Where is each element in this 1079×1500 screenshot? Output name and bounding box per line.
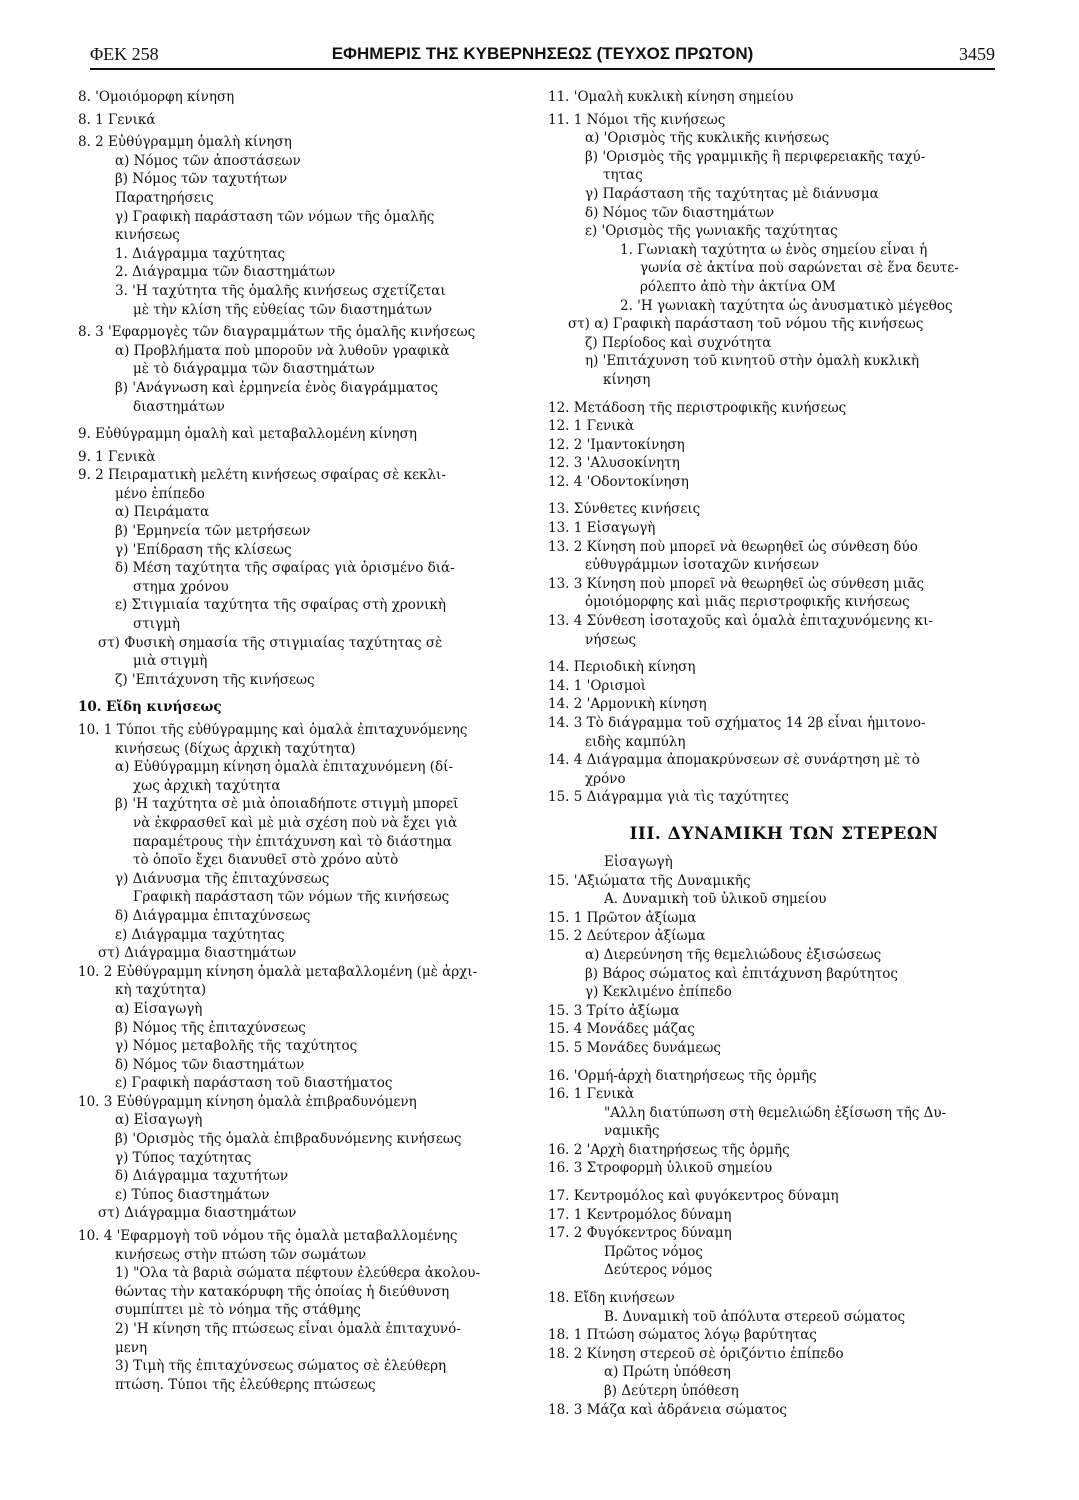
toc-line: 16. 1 Γενικὰ — [548, 1086, 635, 1103]
toc-line: "Αλλη διατύπωση στὴ θεμελιώδη ἐξίσωση τῆς Δυ- — [604, 1104, 947, 1121]
toc-line: 8. 3 'Εφαρμογὲς τῶν διαγραμμάτων τῆς ὁμαλῆς κινήσεως — [78, 324, 476, 341]
toc-line: κινήσεως στὴν πτώση τῶν σωμάτων — [115, 1246, 367, 1263]
toc-line: α) Εἰσαγωγὴ — [115, 1112, 203, 1129]
toc-line: ρόλεπτο ἀπὸ τὴν ἀκτίνα ΟΜ — [640, 278, 836, 295]
toc-line: β) Βάρος σώματος καὶ ἐπιτάχυνση βαρύτητος — [585, 965, 898, 982]
toc-line: δ) Νόμος τῶν διαστημάτων — [115, 1056, 305, 1073]
toc-line: στ) Διάγραμμα διαστημάτων — [98, 945, 297, 962]
toc-line: 3) Τιμὴ τῆς ἐπιταχύνσεως σώματος σὲ ἐλεύθερη — [115, 1358, 447, 1375]
toc-line: θώντας τὴν κατακόρυφη τῆς ὁποίας ἡ διεύθυνση — [115, 1283, 450, 1300]
toc-line: 10. Εἴδη κινήσεως — [78, 699, 222, 716]
toc-line: γ) Τύπος ταχύτητας — [115, 1149, 252, 1166]
toc-line: νήσεως — [585, 631, 637, 648]
right-column — [548, 88, 1000, 1419]
toc-line: 10. 3 Εὐθύγραμμη κίνηση ὁμαλὰ ἐπιβραδυνόμενη — [78, 1093, 417, 1110]
toc-line: κίνηση — [603, 371, 651, 388]
toc-line: 3. 'Η ταχύτητα τῆς ὁμαλῆς κινήσεως σχετίζεται — [115, 282, 446, 299]
toc-line: 12. 4 'Οδοντοκίνηση — [548, 473, 689, 490]
toc-line: 12. Μετάδοση τῆς περιστροφικῆς κινήσεως — [548, 399, 847, 416]
toc-line: 8. 2 Εὐθύγραμμη ὁμαλὴ κίνηση — [78, 134, 292, 151]
toc-line: Εἰσαγωγὴ — [604, 853, 673, 870]
toc-line: μὲ τὸ διάγραμμα τῶν διαστημάτων — [133, 361, 375, 378]
toc-line: β) 'Η ταχύτητα σὲ μιὰ ὁποιαδήποτε στιγμὴ μπορεῖ — [115, 796, 459, 813]
toc-line: α) Νόμος τῶν ἀποστάσεων — [115, 152, 301, 169]
toc-line: 12. 3 'Αλυσοκίνητη — [548, 455, 680, 472]
toc-line: 1) "Ολα τὰ βαριὰ σώματα πέφτουν ἐλεύθερα ἀκολου- — [115, 1265, 481, 1282]
section-title: ΙΙΙ. ΔΥΝΑΜΙΚΗ ΤΩΝ ΣΤΕΡΕΩΝ — [629, 823, 939, 844]
toc-line: 17. 1 Κεντρομόλος δύναμη — [548, 1206, 732, 1223]
toc-line: 15. 2 Δεύτερον ἀξίωμα — [548, 928, 706, 945]
toc-line: β) 'Ερμηνεία τῶν μετρήσεων — [115, 523, 311, 540]
toc-line: 17. Κεντρομόλος καὶ φυγόκεντρος δύναμη — [548, 1188, 839, 1205]
toc-line: ζ) Περίοδος καὶ συχνότητα — [585, 334, 772, 351]
toc-line: δ) Διάγραμμα ἐπιταχύνσεως — [115, 907, 311, 924]
toc-line: β) Νόμος τῶν ταχυτήτων — [115, 171, 288, 188]
toc-line: η) 'Επιτάχυνση τοῦ κινητοῦ στὴν ὁμαλὴ κυκλικὴ — [585, 353, 920, 370]
toc-line: 13. 3 Κίνηση ποὺ μπορεῖ νὰ θεωρηθεῖ ὡς σύνθεση μιᾶς — [548, 575, 925, 592]
toc-line: β) Νόμος τῆς ἐπιταχύνσεως — [115, 1019, 306, 1036]
toc-line: 18. Εἴδη κινήσεων — [548, 1290, 675, 1307]
toc-line: 16. 2 'Αρχὴ διατηρήσεως τῆς ὁρμῆς — [548, 1141, 790, 1158]
toc-line: 18. 2 Κίνηση στερεοῦ σὲ ὁριζόντιο ἐπίπεδο — [548, 1345, 844, 1362]
toc-line: Δεύτερος νόμος — [604, 1262, 713, 1279]
toc-line: δ) Νόμος τῶν διαστημάτων — [585, 204, 775, 221]
toc-line: στ) Διάγραμμα διαστημάτων — [98, 1205, 297, 1222]
toc-line: α) Εἰσαγωγὴ — [115, 1000, 203, 1017]
toc-line: χρόνο — [585, 770, 626, 787]
left-column — [78, 88, 536, 1394]
toc-line: 1. Γωνιακὴ ταχύτητα ω ἑνὸς σημείου εἶναι ἡ — [620, 241, 928, 258]
toc-line: γ) Γραφικὴ παράσταση τῶν νόμων τῆς ὁμαλῆς — [115, 208, 435, 225]
toc-line: 12. 1 Γενικὰ — [548, 418, 635, 435]
toc-line: διαστημάτων — [133, 398, 225, 415]
toc-line: Β. Δυναμικὴ τοῦ ἀπόλυτα στερεοῦ σώματος — [604, 1308, 906, 1325]
toc-line: Γραφικὴ παράσταση τῶν νόμων τῆς κινήσεως — [133, 889, 450, 906]
toc-line: 14. 1 'Ορισμοὶ — [548, 677, 647, 694]
toc-line: 8. 'Ομοιόμορφη κίνηση — [78, 89, 235, 105]
toc-line: β) 'Ορισμὸς τῆς γραμμικῆς ἢ περιφερειακῆς ταχύ- — [585, 148, 926, 165]
toc-line: στημα χρόνου — [133, 578, 229, 595]
toc-line: 15. 5 Διάγραμμα γιὰ τὶς ταχύτητες — [548, 789, 789, 806]
toc-line: Πρῶτος νόμος — [604, 1243, 703, 1260]
toc-line: 10. 4 'Εφαρμογὴ τοῦ νόμου τῆς ὁμαλὰ μεταβαλλομένης — [78, 1228, 458, 1245]
gazette-issue-number: ΦΕΚ 258 — [90, 44, 159, 64]
toc-line: γ) Κεκλιμένο ἐπίπεδο — [585, 984, 732, 1001]
toc-line: 2) 'Η κίνηση τῆς πτώσεως εἶναι ὁμαλὰ ἐπιταχυνό- — [115, 1321, 461, 1337]
toc-line: μένο ἐπίπεδο — [115, 485, 205, 502]
toc-line: 12. 2 'Ιμαντοκίνηση — [548, 436, 685, 453]
toc-line: 9. 2 Πειραματικὴ μελέτη κινήσεως σφαίρας σὲ κεκλι- — [78, 467, 446, 484]
toc-line: στ) α) Γραφικὴ παράσταση τοῦ νόμου τῆς κινήσεως — [568, 316, 924, 333]
toc-line: δ) Μέση ταχύτητα τῆς σφαίρας γιὰ ὁρισμένο διά- — [115, 560, 455, 577]
toc-line: τὸ ὁποῖο ἔχει διανυθεῖ στὸ χρόνο αὐτὸ — [133, 852, 399, 869]
toc-line: 9. 1 Γενικὰ — [78, 448, 156, 465]
toc-line: μενη — [115, 1339, 148, 1356]
toc-line: ε) Στιγμιαία ταχύτητα τῆς σφαίρας στὴ χρονικὴ — [115, 597, 446, 614]
gazette-title: ΕΦΗΜΕΡΙΣ ΤΗΣ ΚΥΒΕΡΝΗΣΕΩΣ (ΤΕΥΧΟΣ ΠΡΩΤΟΝ) — [331, 44, 754, 63]
toc-line: στιγμὴ — [133, 616, 180, 633]
toc-line: ε) Γραφικὴ παράσταση τοῦ διαστήματος — [115, 1075, 393, 1092]
toc-line: ναμικῆς — [604, 1123, 660, 1140]
toc-line: πτώση. Τύποι τῆς ἐλεύθερης πτώσεως — [115, 1376, 376, 1393]
toc-line: Α. Δυναμικὴ τοῦ ὑλικοῦ σημείου — [604, 891, 827, 908]
toc-line: 13. 4 Σύνθεση ἰσοταχοῦς καὶ ὁμαλὰ ἐπιταχυνόμενης κι- — [548, 613, 933, 630]
toc-line: α) Εὐθύγραμμη κίνηση ὁμαλὰ ἐπιταχυνόμενη (δί- — [115, 759, 454, 776]
toc-line: 18. 3 Μάζα καὶ ἀδράνεια σώματος — [548, 1401, 787, 1418]
toc-line: β) 'Ορισμὸς τῆς ὁμαλὰ ἐπιβραδυνόμενης κινήσεως — [115, 1131, 462, 1148]
toc-line: 18. 1 Πτώση σώματος λόγῳ βαρύτητας — [548, 1327, 817, 1344]
toc-line: 1. Διάγραμμα ταχύτητας — [115, 245, 286, 262]
toc-line: γ) 'Επίδραση τῆς κλίσεως — [115, 541, 292, 558]
toc-line: β) 'Ανάγνωση καὶ ἑρμηνεία ἑνὸς διαγράμματος — [115, 379, 439, 396]
toc-line: ε) Τύπος διαστημάτων — [115, 1186, 270, 1203]
toc-line: 14. 2 'Αρμονικὴ κίνηση — [548, 696, 707, 713]
toc-line: κὴ ταχύτητα) — [115, 982, 207, 999]
toc-line: παραμέτρους τὴν ἐπιτάχυνση καὶ τὸ διάστημα — [133, 833, 452, 850]
toc-line: α) Πειράματα — [115, 504, 210, 521]
toc-line: 14. Περιοδικὴ κίνηση — [548, 659, 696, 676]
toc-line: 9. Εὐθύγραμμη ὁμαλὴ καὶ μεταβαλλομένη κίνηση — [78, 426, 417, 443]
toc-line: τητας — [603, 167, 643, 184]
toc-line: 15. 4 Μονάδες μάζας — [548, 1021, 695, 1038]
toc-line: ειδὴς καμπύλη — [585, 733, 686, 750]
toc-line: 17. 2 Φυγόκεντρος δύναμη — [548, 1225, 732, 1242]
toc-line: στ) Φυσικὴ σημασία τῆς στιγμιαίας ταχύτητας σὲ — [98, 634, 443, 651]
toc-line: Παρατηρήσεις — [115, 189, 214, 206]
toc-line: γ) Διάνυσμα τῆς ἐπιταχύνσεως — [115, 870, 330, 887]
toc-line: 10. 2 Εὐθύγραμμη κίνηση ὁμαλὰ μεταβαλλομένη (μὲ ἀρχι- — [78, 963, 478, 980]
page-header — [90, 42, 995, 70]
toc-line: ε) 'Ορισμὸς τῆς γωνιακῆς ταχύτητας — [585, 223, 838, 240]
toc-line: 13. 2 Κίνηση ποὺ μπορεῖ νὰ θεωρηθεῖ ὡς σύνθεση δύο — [548, 538, 918, 555]
toc-line: ζ) 'Επιτάχυνση τῆς κινήσεως — [115, 671, 315, 688]
toc-line: 14. 4 Διάγραμμα ἀπομακρύνσεων σὲ συνάρτηση μὲ τὸ — [548, 752, 920, 769]
toc-line: α) 'Ορισμὸς τῆς κυκλικῆς κινήσεως — [585, 130, 830, 147]
toc-line: εὐθυγράμμων ἰσοταχῶν κινήσεων — [585, 557, 820, 574]
toc-line: α) Προβλήματα ποὺ μποροῦν νὰ λυθοῦν γραφικὰ — [115, 342, 450, 359]
toc-line: ε) Διάγραμμα ταχύτητας — [115, 926, 285, 943]
toc-line: δ) Διάγραμμα ταχυτήτων — [115, 1168, 289, 1185]
toc-line: 16. 'Ορμή-ἀρχὴ διατηρήσεως τῆς ὁρμῆς — [548, 1067, 817, 1084]
toc-line: α) Διερεύνηση τῆς θεμελιώδους ἐξισώσεως — [585, 946, 882, 963]
toc-line: γ) Νόμος μεταβολῆς τῆς ταχύτητος — [115, 1038, 358, 1055]
toc-line: κινήσεως — [115, 227, 180, 244]
toc-line: γωνία σὲ ἀκτίνα ποὺ σαρώνεται σὲ ἕνα δευτε- — [640, 260, 959, 277]
toc-line: κινήσεως (δίχως ἀρχικὴ ταχύτητα) — [115, 740, 356, 757]
toc-line: 15. 1 Πρῶτον ἀξίωμα — [548, 909, 697, 926]
toc-line: 13. 1 Εἰσαγωγὴ — [548, 520, 656, 537]
toc-line: 2. Διάγραμμα τῶν διαστημάτων — [115, 264, 336, 281]
toc-line: 11. 'Ομαλὴ κυκλικὴ κίνηση σημείου — [548, 89, 794, 105]
toc-line: νὰ ἐκφρασθεῖ καὶ μὲ μιὰ σχέση ποὺ νὰ ἔχει γιὰ — [133, 814, 458, 831]
toc-line: α) Πρώτη ὑπόθεση — [604, 1364, 731, 1381]
toc-line: συμπίπτει μὲ τὸ νόημα τῆς στάθμης — [115, 1302, 361, 1319]
toc-line: 16. 3 Στροφορμὴ ὑλικοῦ σημείου — [548, 1160, 773, 1177]
toc-line: 13. Σύνθετες κινήσεις — [548, 501, 701, 518]
toc-line: 8. 1 Γενικά — [78, 111, 156, 128]
toc-line: 14. 3 Τὸ διάγραμμα τοῦ σχήματος 14 2β εἶναι ἡμιτονο- — [548, 715, 926, 731]
toc-line: 10. 1 Τύποι τῆς εὐθύγραμμης καὶ ὁμαλὰ ἐπιταχυνόμενης — [78, 722, 468, 738]
toc-line: β) Δεύτερη ὑπόθεση — [604, 1383, 739, 1399]
toc-line: 15. 3 Τρίτο ἀξίωμα — [548, 1002, 680, 1019]
page-number: 3459 — [959, 44, 995, 64]
toc-line: 2. 'Η γωνιακὴ ταχύτητα ὡς ἀνυσματικὸ μέγεθος — [620, 297, 953, 314]
toc-line: 11. 1 Νόμοι τῆς κινήσεως — [548, 111, 726, 128]
toc-line: γ) Παράσταση τῆς ταχύτητας μὲ διάνυσμα — [585, 185, 879, 202]
toc-line: μιὰ στιγμὴ — [133, 653, 208, 670]
toc-line: μὲ τὴν κλίση τῆς εὐθείας τῶν διαστημάτων — [133, 301, 433, 318]
toc-line: χως ἀρχικὴ ταχύτητα — [133, 777, 281, 794]
toc-line: 15. 5 Μονάδες δυνάμεως — [548, 1039, 721, 1056]
toc-line: 15. 'Αξιώματα τῆς Δυναμικῆς — [548, 872, 751, 889]
toc-line: ὁμοιόμορφης καὶ μιᾶς περιστροφικῆς κινήσεως — [585, 594, 910, 611]
